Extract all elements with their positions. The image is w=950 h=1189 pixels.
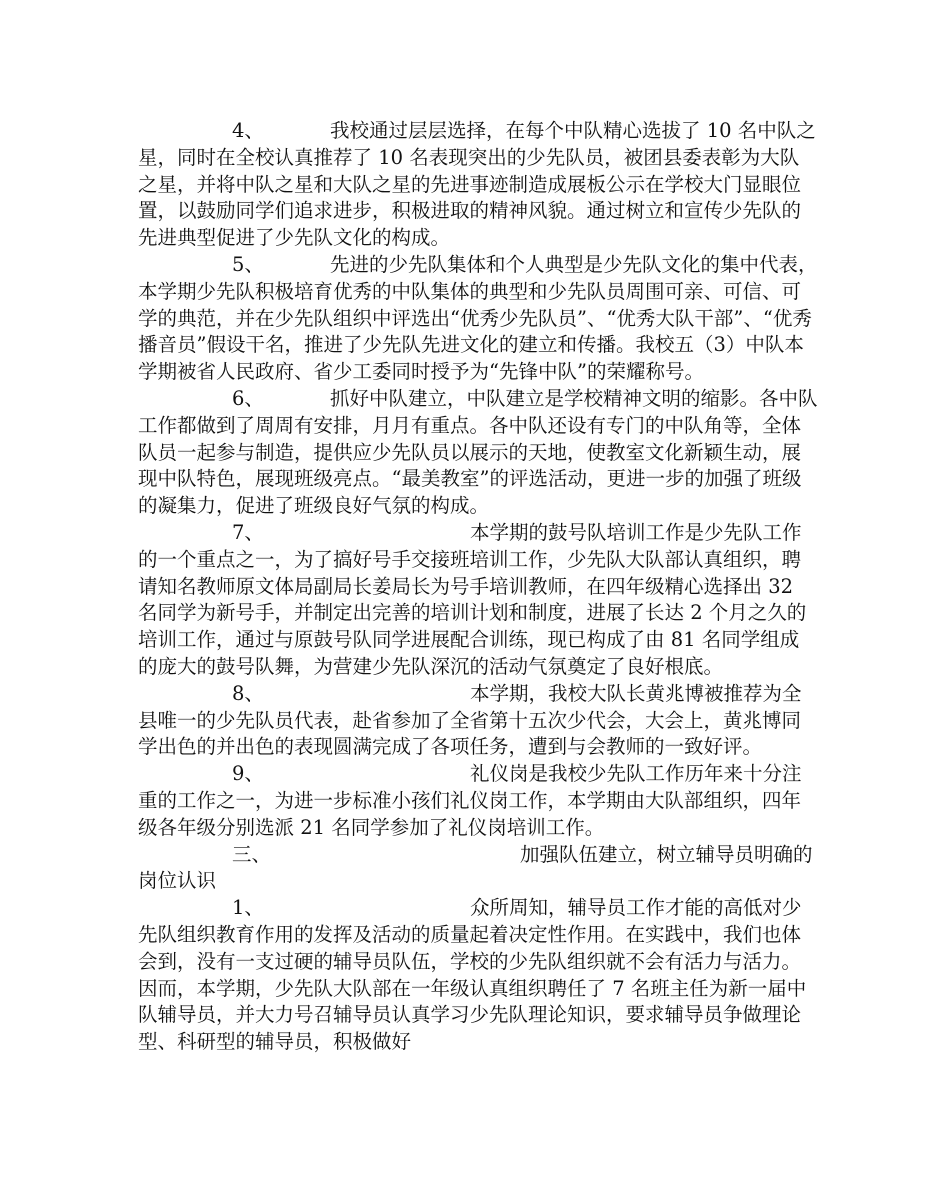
- paragraph-9: [138, 761, 818, 841]
- paragraph-number: 7、: [232, 520, 264, 544]
- paragraph-1: [138, 895, 818, 1056]
- paragraph-text: 礼仪岗是我校少先队工作历年来十分注重的工作之一，为进一步标准小孩们礼仪岗工作，本学期由大队部组织，四年级各年级分别选派 21 名同学参加了礼仪岗培训工作。: [138, 762, 802, 839]
- paragraph-4: [138, 118, 818, 252]
- paragraph-number: 9、: [232, 762, 264, 786]
- section-heading-text: 加强队伍建立，树立辅导员明确的岗位认识: [138, 842, 813, 893]
- paragraph-number: 8、: [232, 681, 264, 705]
- paragraph-number: 6、: [232, 386, 264, 410]
- paragraph-text: 本学期，我校大队长黄兆博被推荐为全县唯一的少先队员代表，赴省参加了全省第十五次少代会，大会上，黄兆博同学出色的并出色的表现圆满完成了各项任务，遭到与会教师的一致好评。: [138, 681, 802, 759]
- paragraph-6: [138, 386, 818, 520]
- paragraph-text: 抓好中队建立，中队建立是学校精神文明的缩影。各中队工作都做到了周周有安排，月月有重点。各中队还设有专门的中队角等，全体队员一起参与制造，提供应少先队员以展示的天地，使教室文化新颖生动，展现中队特色，展现班级亮点。“最美教室”的评选活动，更进一步的加强了班级的凝集力，促进了班级良好气氛的构成。: [138, 386, 818, 518]
- paragraph-7: [138, 520, 818, 681]
- section-number: 三、: [232, 842, 272, 866]
- paragraph-text: 本学期的鼓号队培训工作是少先队工作的一个重点之一，为了搞好号手交接班培训工作，少先队大队部认真组织，聘请知名教师原文体局副局长姜局长为号手培训教师，在四年级精心选择出 32 名同学为新号手，并制定出完善的培训计划和制度，进展了长达 2 个月之久的培训工作，通过与原鼓号队同学进展配合训练，现已构成了由 81 名同学组成的庞大的鼓号队舞，为营建少先队深沉的活动气氛奠定了良好根底。: [138, 520, 807, 678]
- paragraph-text: 先进的少先队集体和个人典型是少先队文化的集中代表，本学期少先队积极培育优秀的中队集体的典型和少先队员周围可亲、可信、可学的典范，并在少先队组织中评选出“优秀少先队员”、“优秀大队干部”、“优秀播音员”假设干名，推进了少先队先进文化的建立和传播。我校五（3）中队本学期被省人民政府、省少工委同时授予为“先锋中队”的荣耀称号。: [138, 252, 818, 384]
- section-heading-3: [138, 842, 818, 896]
- paragraph-text: 众所周知，辅导员工作才能的高低对少先队组织教育作用的发挥及活动的质量起着决定性作用。在实践中，我们也体会到，没有一支过硬的辅导员队伍，学校的少先队组织就不会有活力与活力。因而，本学期，少先队大队部在一年级认真组织聘任了 7 名班主任为新一届中队辅导员，并大力号召辅导员认真学习少先队理论知识，要求辅导员争做理论型、科研型的辅导员，积极做好: [138, 896, 807, 1054]
- paragraph-number: 1、: [232, 896, 264, 920]
- paragraph-number: 4、: [232, 119, 264, 142]
- paragraph-5: [138, 252, 818, 386]
- document-page: [138, 118, 818, 1056]
- paragraph-text: 我校通过层层选择，在每个中队精心选拔了 10 名中队之星，同时在全校认真推荐了 10 名表现突出的少先队员，被团县委表彰为大队之星，并将中队之星和大队之星的先进事迹制造成展板公示在学校大门显眼位置，以鼓励同学们追求进步，积极进取的精神风貌。通过树立和宣传少先队的先进典型促进了少先队文化的构成。: [138, 119, 816, 250]
- paragraph-number: 5、: [232, 252, 264, 276]
- paragraph-8: [138, 681, 818, 761]
